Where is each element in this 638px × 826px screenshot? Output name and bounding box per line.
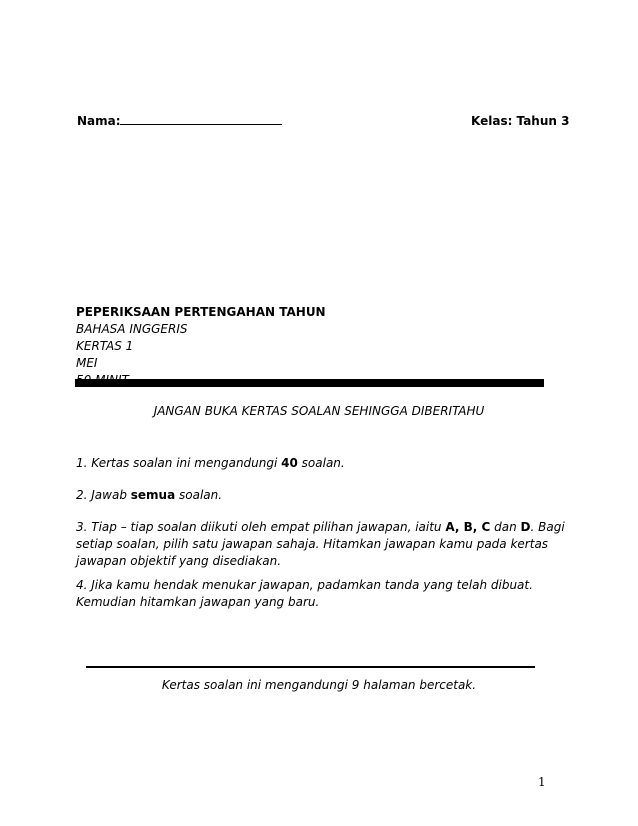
instruction-1 — [76, 455, 568, 472]
instruction-4: 4. Jika kamu hendak menukar jawapan, padamkan tanda yang telah dibuat. Kemudian hitamkan jawapan yang baru. — [76, 578, 533, 609]
exam-paper: KERTAS 1 — [76, 339, 134, 353]
instruction-2-post: soalan. — [175, 488, 223, 502]
instruction-3-mid: dan — [490, 520, 521, 534]
instruction-3-options: A, B, C — [445, 520, 491, 534]
page-count-note: Kertas soalan ini mengandungi 9 halaman bercetak. — [161, 678, 477, 692]
instruction-3-pre: 3. Tiap – tiap soalan diikuti oleh empat pilihan jawapan, iaitu — [76, 520, 446, 534]
instruction-1-pre: 1. Kertas soalan ini mengandungi — [76, 456, 282, 470]
exam-month: MEI — [76, 356, 98, 370]
exam-title-block — [76, 304, 326, 389]
instruction-1-count: 40 — [281, 456, 298, 470]
exam-subject: BAHASA INGGERIS — [76, 322, 188, 336]
page-number: 1 — [538, 775, 546, 789]
instruction-2 — [76, 487, 568, 504]
name-label: Nama: — [77, 114, 121, 128]
do-not-open-warning: JANGAN BUKA KERTAS SOALAN SEHINGGA DIBERITAHU — [153, 404, 485, 418]
instruction-1-post: soalan. — [297, 456, 345, 470]
instruction-3-option-d: D — [520, 520, 531, 534]
footer-divider — [86, 666, 535, 668]
exam-title: PEPERIKSAAN PERTENGAHAN TAHUN — [76, 305, 326, 319]
instruction-2-bold: semua — [130, 488, 176, 502]
class-label: Kelas: Tahun 3 — [471, 114, 570, 128]
thick-divider — [75, 379, 544, 387]
instruction-3 — [76, 519, 568, 570]
instruction-3-post: . Bagi setiap soalan, pilih satu jawapan sahaja. Hitamkan jawapan kamu pada kertas jawapan objektif yang disediakan. — [76, 520, 565, 568]
instruction-2-pre: 2. Jawab — [76, 488, 131, 502]
name-blank-line[interactable] — [120, 124, 282, 125]
